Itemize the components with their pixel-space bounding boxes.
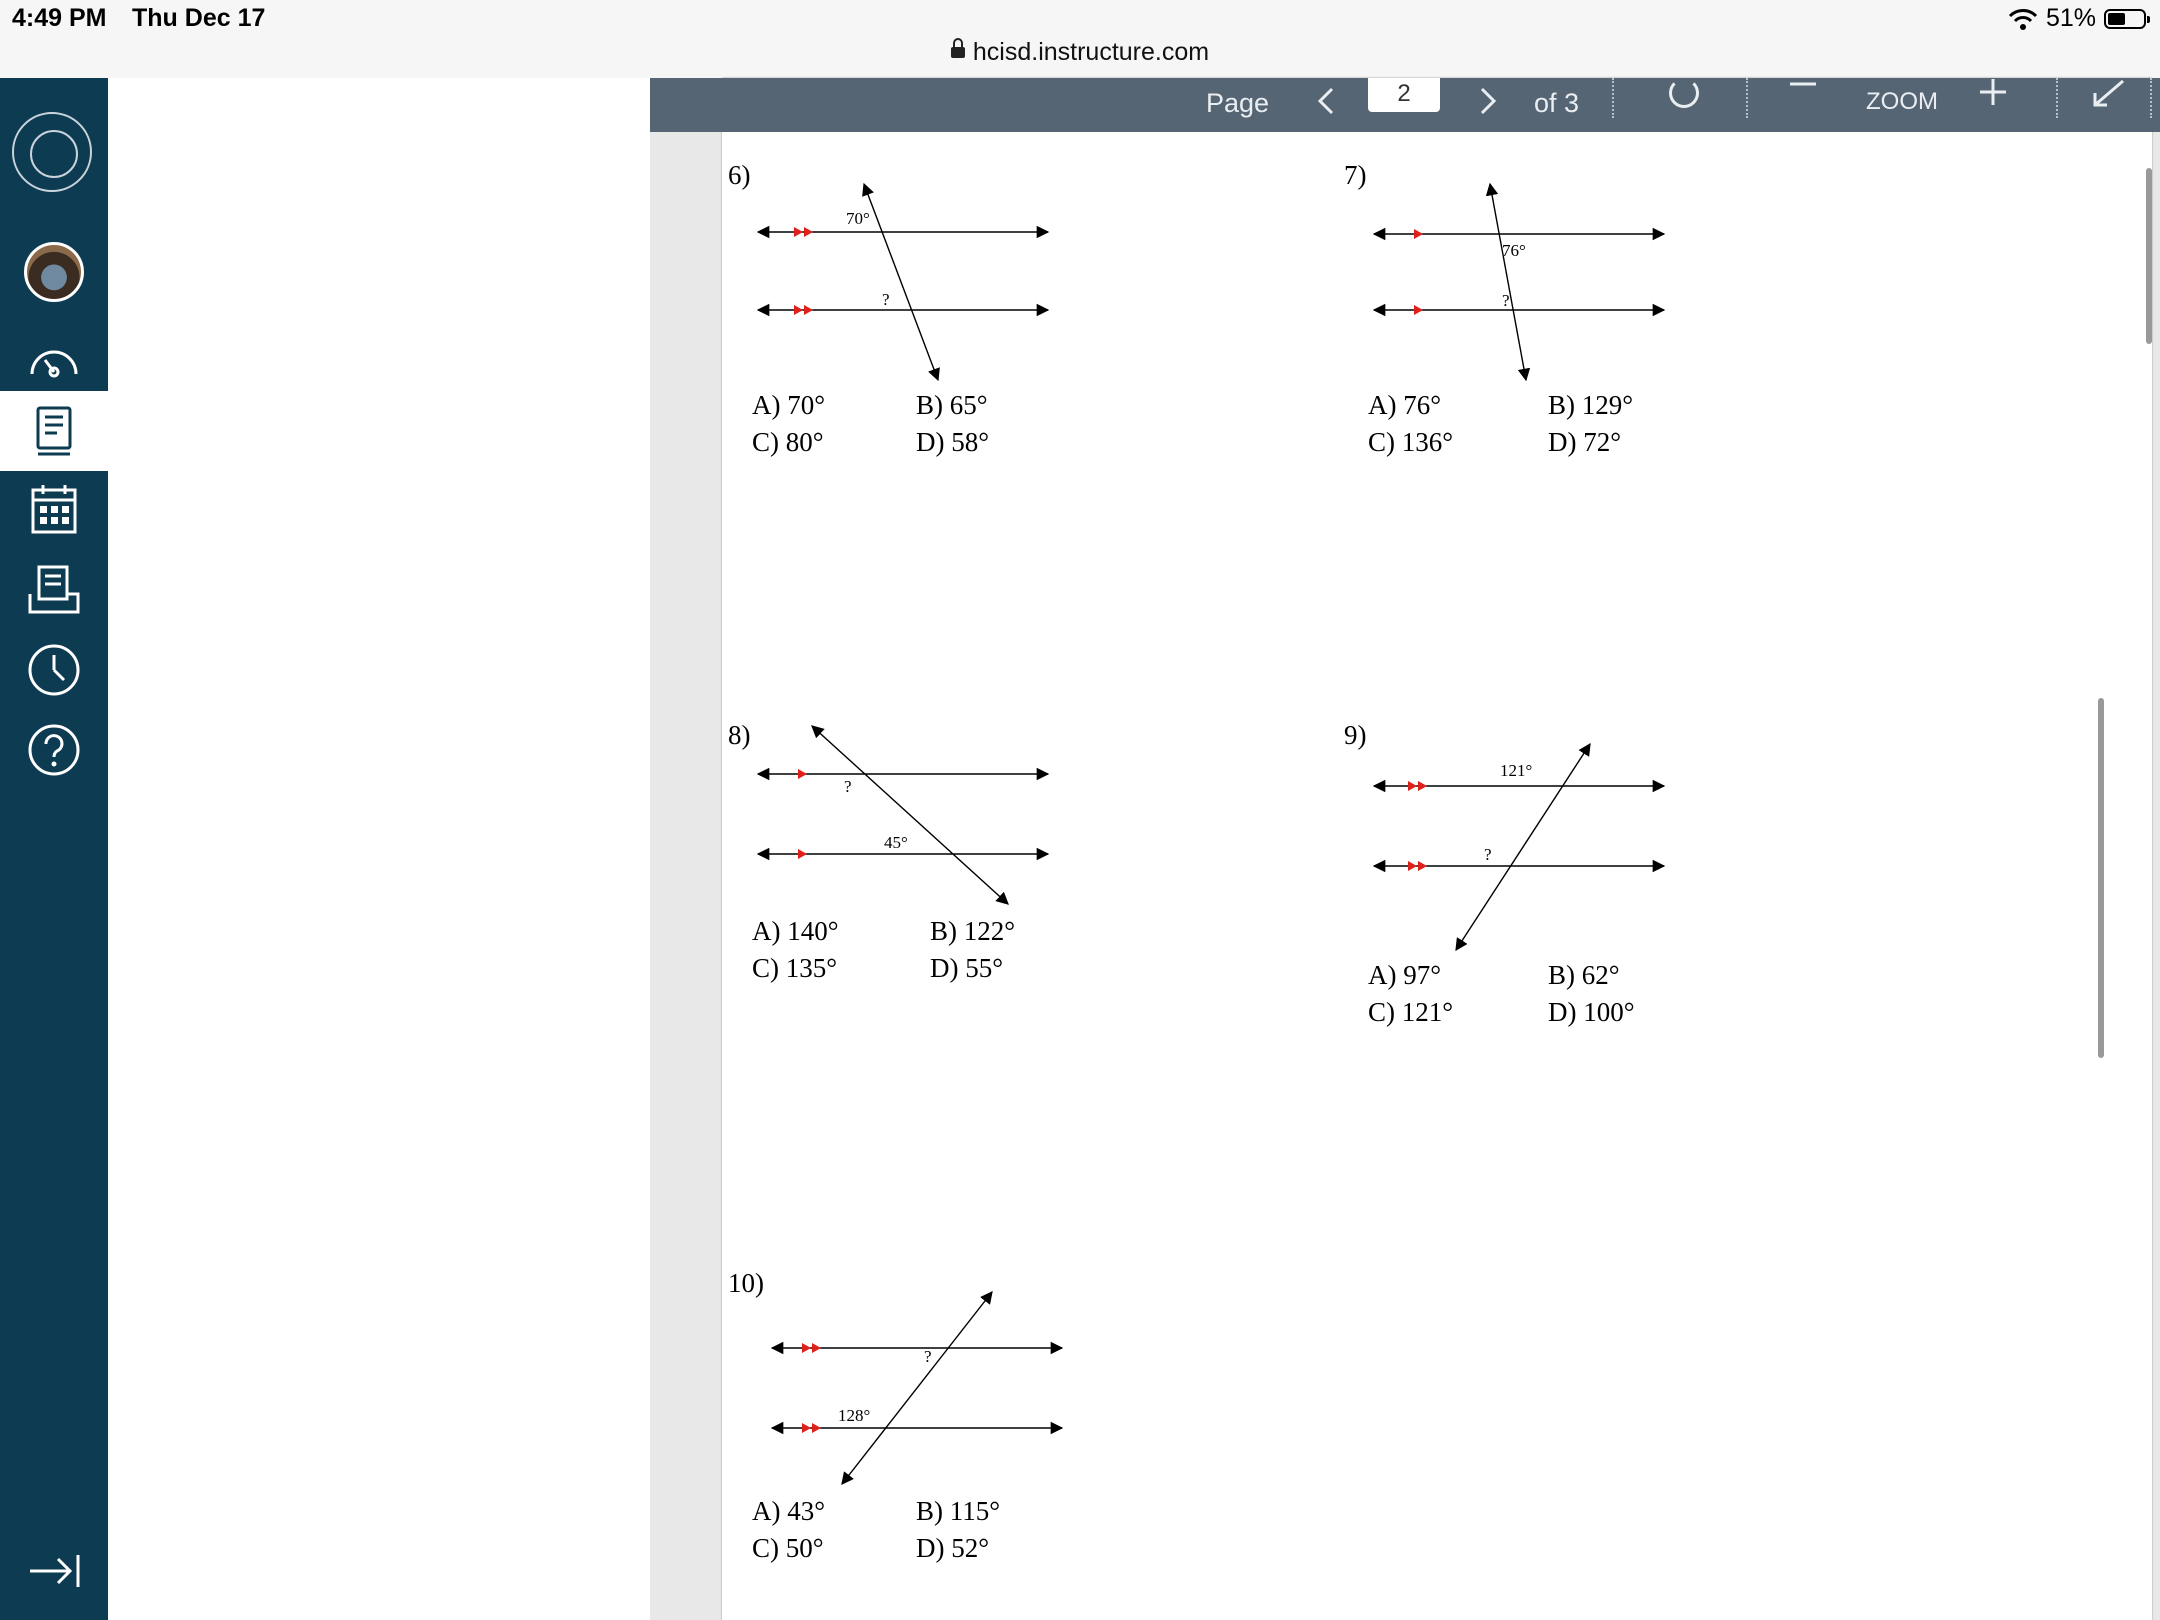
- zoom-in-button[interactable]: [1978, 76, 2008, 112]
- next-page-button[interactable]: [1478, 86, 1498, 125]
- given-angle-label: 70°: [846, 209, 870, 228]
- zoom-out-button[interactable]: [1788, 78, 1818, 112]
- choice-c: C) 50°: [752, 1533, 824, 1563]
- choice-d: D) 100°: [1548, 997, 1635, 1027]
- nav-calendar[interactable]: [0, 470, 108, 550]
- given-angle-label: 121°: [1500, 761, 1533, 780]
- collapse-arrow-icon: [28, 1551, 82, 1591]
- chevron-right-icon: [1478, 86, 1498, 116]
- dashboard-icon: [27, 340, 81, 380]
- toolbar-divider: [2150, 78, 2152, 118]
- choice-c: C) 135°: [752, 953, 838, 983]
- choice-c: C) 136°: [1368, 427, 1454, 457]
- status-bar: [0, 0, 2160, 79]
- nav-courses[interactable]: [0, 391, 108, 471]
- choice-d: D) 58°: [916, 427, 990, 457]
- unknown-angle-label: ?: [1502, 291, 1510, 310]
- address-bar[interactable]: [0, 38, 2160, 67]
- problem-number: 10): [728, 1268, 764, 1298]
- toolbar-divider: [1746, 78, 1748, 118]
- choice-b: B) 122°: [930, 916, 1016, 946]
- minus-icon: [1788, 78, 1818, 108]
- document-scrollbar[interactable]: [2098, 698, 2104, 1058]
- choice-a: A) 76°: [1368, 390, 1442, 420]
- chevron-left-icon: [1316, 86, 1336, 116]
- toolbar-divider: [1612, 78, 1614, 118]
- unknown-angle-label: ?: [1484, 845, 1492, 864]
- inbox-icon: [27, 564, 81, 616]
- choice-b: B) 115°: [916, 1496, 1001, 1526]
- problem-number: 7): [1344, 160, 1367, 190]
- expand-icon: [2092, 78, 2126, 108]
- global-nav-sidebar: [0, 78, 108, 1620]
- choice-d: D) 52°: [916, 1533, 990, 1563]
- unknown-angle-label: ?: [844, 777, 852, 796]
- pdf-toolbar: [650, 78, 2160, 132]
- toolbar-divider: [2056, 78, 2058, 118]
- page-scrollbar[interactable]: [2146, 168, 2152, 344]
- problem-number: 8): [728, 720, 751, 750]
- problem-number: 6): [728, 160, 751, 190]
- page-number-input[interactable]: 2: [1368, 78, 1440, 112]
- parallel-lines-figure: [758, 160, 1088, 400]
- choice-b: B) 62°: [1548, 960, 1620, 990]
- collapse-nav-button[interactable]: [28, 1548, 82, 1603]
- fullscreen-button[interactable]: [2092, 78, 2126, 114]
- given-angle-label: 128°: [838, 1406, 871, 1425]
- prev-page-button[interactable]: [1316, 86, 1336, 125]
- parallel-lines-figure: [1374, 720, 1704, 960]
- nav-history[interactable]: [0, 630, 108, 710]
- document-viewer: [108, 78, 2160, 1620]
- choice-b: B) 65°: [916, 390, 988, 420]
- choice-a: A) 140°: [752, 916, 839, 946]
- status-right: [2008, 4, 2146, 33]
- battery-percent: 51%: [2045, 4, 2096, 32]
- zoom-label: ZOOM: [1866, 88, 1938, 115]
- given-angle-label: 45°: [884, 833, 908, 852]
- nav-inbox[interactable]: [0, 550, 108, 630]
- status-date: Thu Dec 17: [132, 4, 266, 32]
- nav-help[interactable]: [0, 710, 108, 790]
- choice-c: C) 80°: [752, 427, 824, 457]
- battery-fill: [2108, 13, 2125, 25]
- choice-a: A) 70°: [752, 390, 826, 420]
- calendar-icon: [30, 484, 78, 536]
- plus-icon: [1978, 76, 2008, 108]
- wifi-icon: [2008, 7, 2038, 31]
- choice-a: A) 97°: [1368, 960, 1442, 990]
- unknown-angle-label: ?: [882, 290, 890, 309]
- parallel-lines-figure: [772, 1268, 1102, 1508]
- unknown-angle-label: ?: [924, 1347, 932, 1366]
- given-angle-label: 76°: [1502, 241, 1526, 260]
- page-label: Page: [1206, 88, 1270, 118]
- choice-d: D) 55°: [930, 953, 1004, 983]
- clock-icon: [27, 643, 81, 697]
- choice-a: A) 43°: [752, 1496, 826, 1526]
- nav-dashboard[interactable]: [0, 320, 108, 400]
- choice-c: C) 121°: [1368, 997, 1454, 1027]
- page-count: of 3: [1534, 88, 1580, 118]
- book-icon: [32, 405, 76, 457]
- rotate-button[interactable]: [1669, 78, 1699, 108]
- battery-icon: [2104, 9, 2146, 29]
- help-icon: [27, 723, 81, 777]
- school-logo[interactable]: [12, 112, 92, 192]
- problem-number: 9): [1344, 720, 1367, 750]
- choice-d: D) 72°: [1548, 427, 1622, 457]
- avatar[interactable]: [24, 242, 84, 302]
- url-text: hcisd.instructure.com: [972, 38, 1210, 66]
- lock-icon: [951, 47, 965, 58]
- status-time: 4:49 PM: [12, 4, 107, 32]
- choice-b: B) 129°: [1548, 390, 1634, 420]
- parallel-lines-figure: [1374, 160, 1704, 400]
